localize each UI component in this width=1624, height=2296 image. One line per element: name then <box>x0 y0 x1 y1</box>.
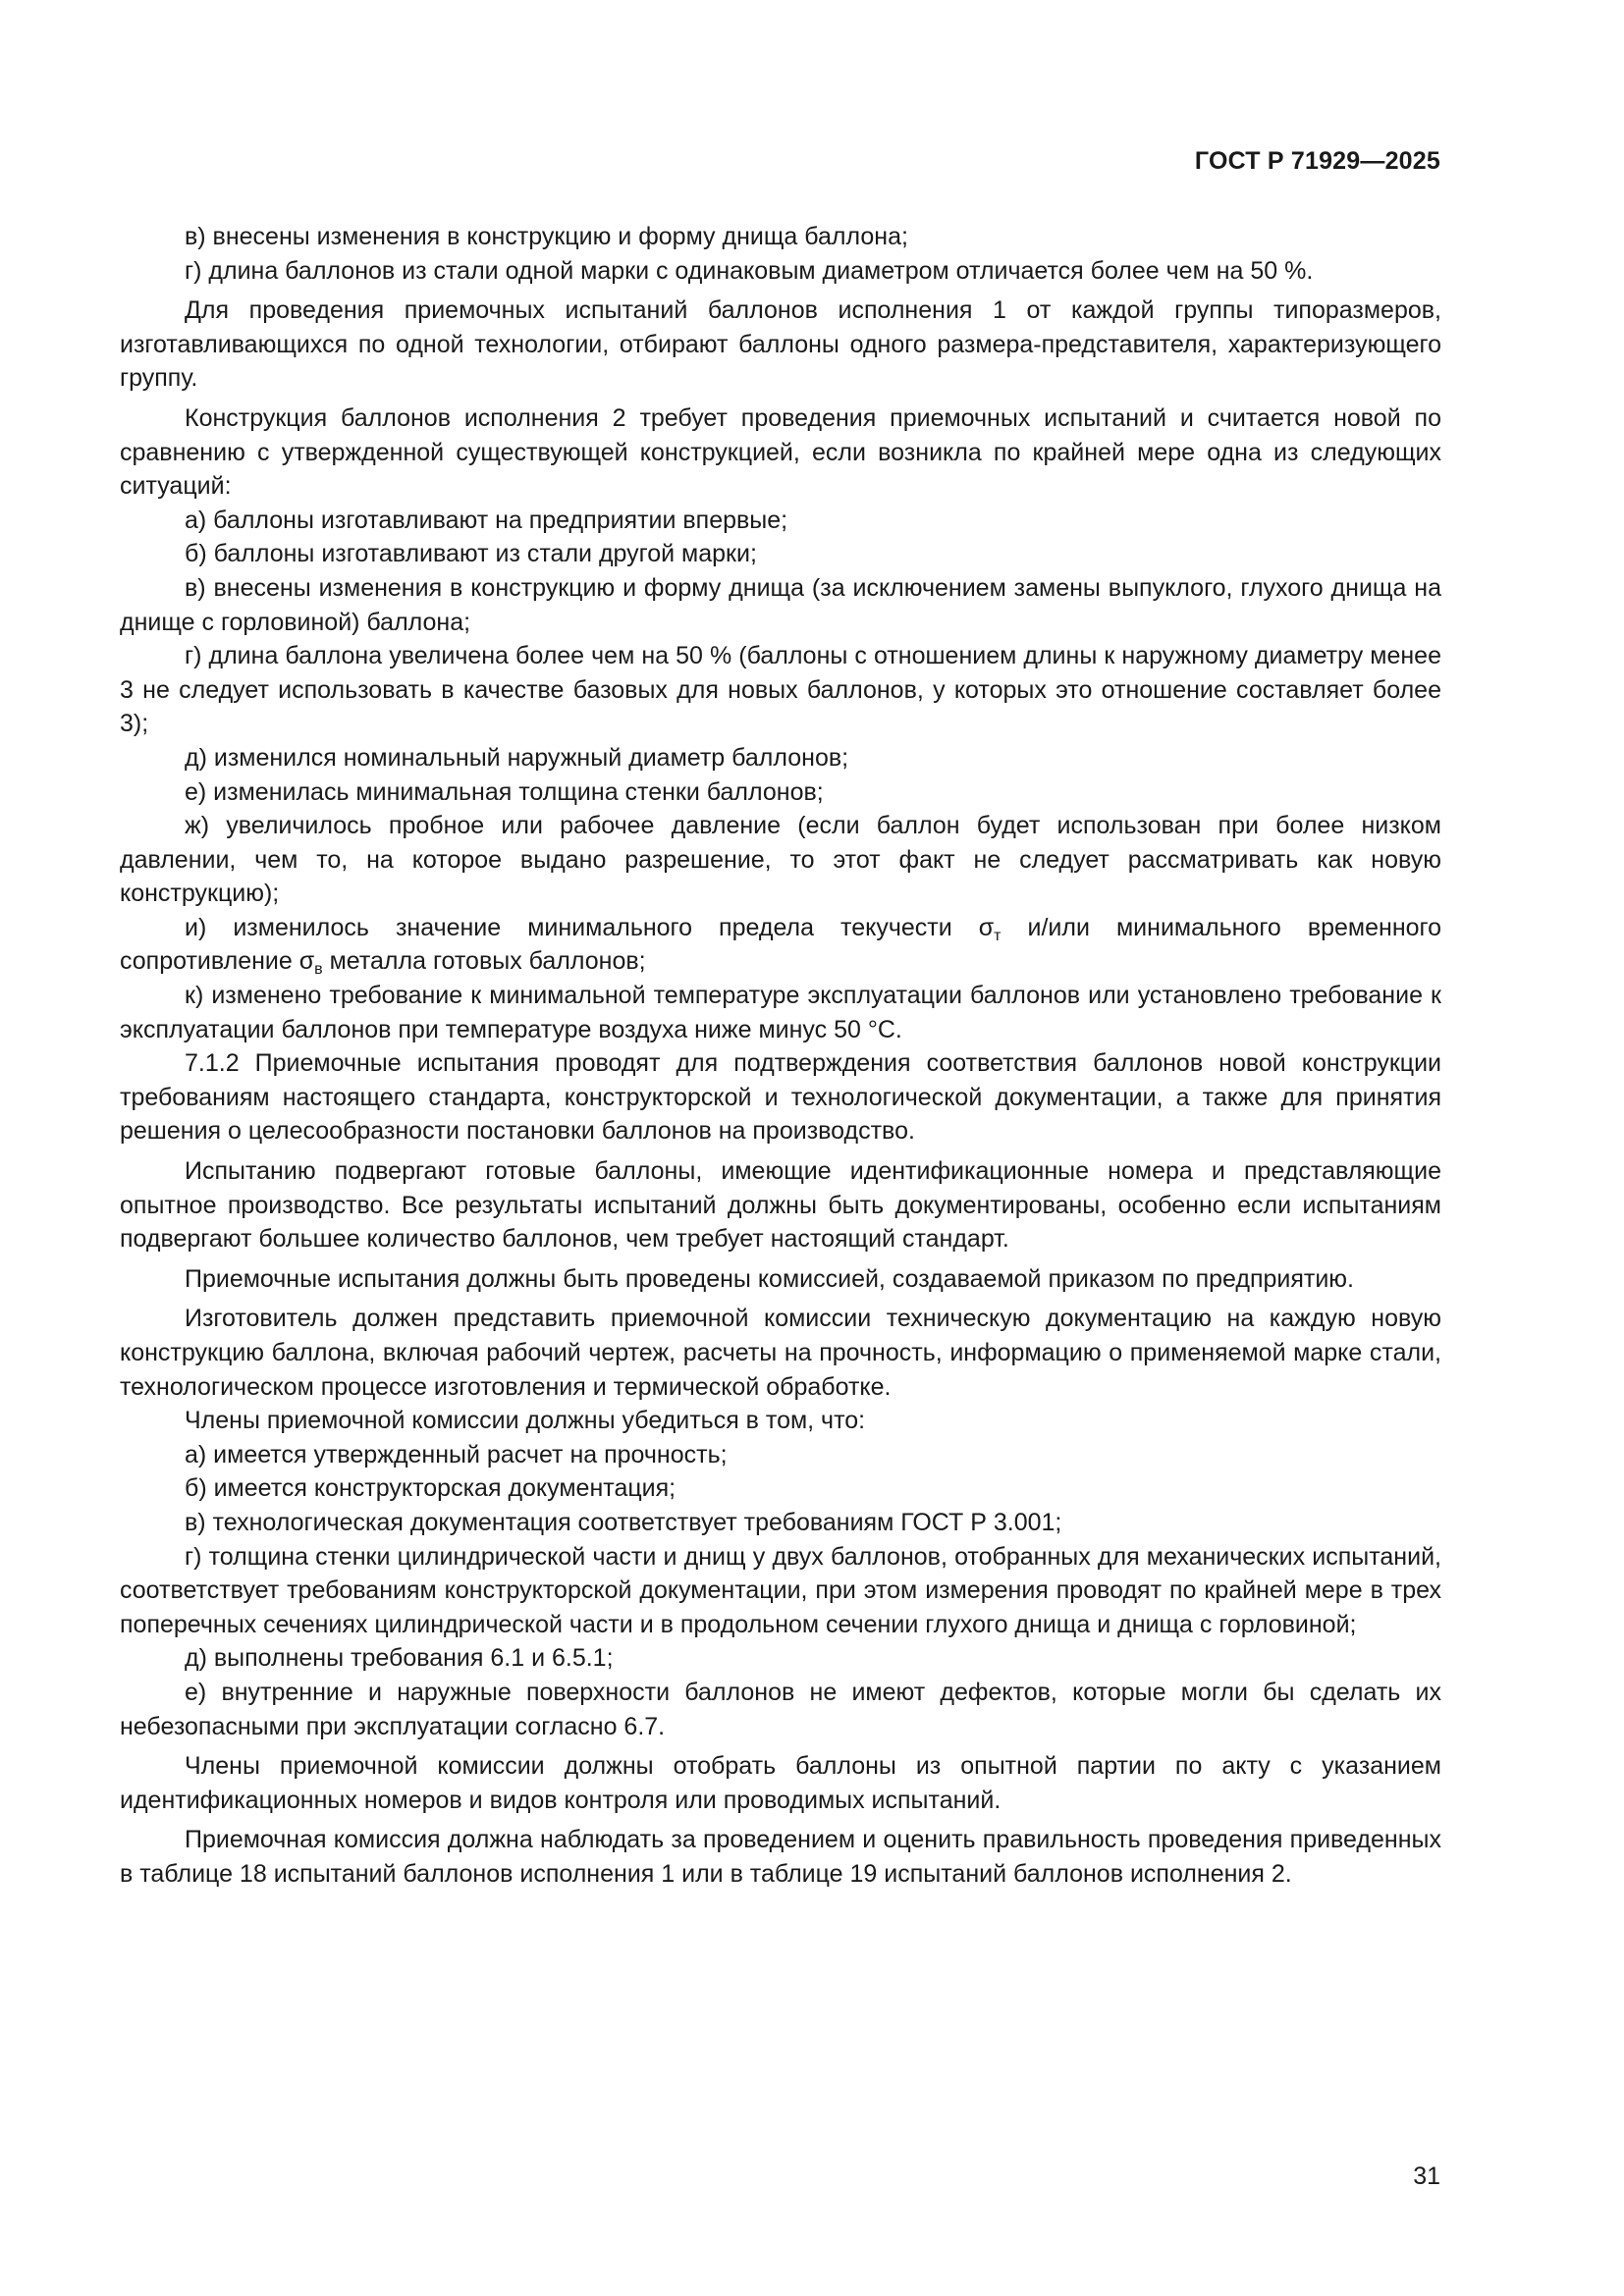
text-run: металла готовых баллонов; <box>322 947 646 976</box>
list-item: д) выполнены требования 6.1 и 6.5.1; <box>185 1644 614 1673</box>
list-item: ж) увеличилось пробное или рабочее давление (если баллон будет использован при более низком давлении, чем то, на которое выдано разрешение, то этот факт не следует рассматривать как новую конструкцию); <box>120 812 1441 908</box>
paragraph: Изготовитель должен представить приемочной комиссии техническую документацию на каждую новую конструкцию баллона, включая рабочий чертеж, расчеты на прочность, информацию о применяемой марке стали, технологическом процессе изготовления и термической обработке. <box>120 1305 1441 1401</box>
text-run: и/или минимального временного сопротивление σ <box>120 913 1441 976</box>
paragraph: Приемочная комиссия должна наблюдать за проведением и оценить правильность проведения приведенных в таблице 18 испытаний баллонов исполнения 1 или в таблице 19 испытаний баллонов исполнения 2. <box>120 1826 1441 1888</box>
list-item: а) имеется утвержденный расчет на прочность; <box>185 1440 728 1468</box>
list-item: в) внесены изменения в конструкцию и форму днища (за исключением замены выпуклого, глухого днища на днище с горловиной) баллона; <box>120 573 1441 636</box>
list-item-yield-strength <box>120 911 1441 979</box>
list-item: б) имеется конструкторская документация; <box>185 1474 677 1503</box>
list-item: б) баллоны изготавливают из стали другой марки; <box>185 540 757 568</box>
document-body <box>120 220 1441 1892</box>
paragraph: Приемочные испытания должны быть проведены комиссией, создаваемой приказом по предприятию. <box>185 1264 1355 1293</box>
paragraph: г) длина баллонов из стали одной марки с одинаковым диаметром отличается более чем на 50 %. <box>185 256 1314 285</box>
paragraph: Испытанию подвергают готовые баллоны, имеющие идентификационные номера и представляющие опытное производство. Все результаты испытаний должны быть документированы, особенно если испытаниям подвергают большее количество баллонов, чем требует настоящий стандарт. <box>120 1157 1441 1254</box>
list-item: к) изменено требование к минимальной температуре эксплуатации баллонов или установлено требование к эксплуатации баллонов при температуре воздуха ниже минус 50 °С. <box>120 982 1441 1043</box>
page-number: 31 <box>1413 2163 1440 2190</box>
paragraph: Конструкция баллонов исполнения 2 требует проведения приемочных испытаний и считается новой по сравнению с утвержденной существующей конструкцией, если возникла по крайней мере одна из следующих ситуаций: <box>120 403 1441 501</box>
subscript-v: в <box>314 961 323 979</box>
paragraph: Члены приемочной комиссии должны убедиться в том, что: <box>185 1407 866 1435</box>
paragraph-7-1-2: 7.1.2 Приемочные испытания проводят для подтверждения соответствия баллонов новой конструкции требованиям настоящего стандарта, конструкторской и технологической документации, а также для принятия решения о целесообразности постановки баллонов на производство. <box>120 1049 1441 1146</box>
list-item: в) технологическая документация соответствует требованиям ГОСТ Р 3.001; <box>185 1508 1062 1536</box>
list-item: е) внутренние и наружные поверхности баллонов не имеют дефектов, которые могли бы сделать их небезопасными при эксплуатации согласно 6.7. <box>120 1678 1441 1740</box>
subscript-t: т <box>994 927 1001 944</box>
list-item: а) баллоны изготавливают на предприятии впервые; <box>185 506 788 534</box>
paragraph: Члены приемочной комиссии должны отобрать баллоны из опытной партии по акту с указанием идентификационных номеров и видов контроля или проводимых испытаний. <box>120 1752 1441 1814</box>
list-item: е) изменилась минимальная толщина стенки баллонов; <box>185 777 824 806</box>
list-item: д) изменился номинальный наружный диаметр баллонов; <box>185 743 849 772</box>
paragraph: Для проведения приемочных испытаний баллонов исполнения 1 от каждой группы типоразмеров, изготавливающихся по одной технологии, отбирают баллоны одного размера-представителя, характеризующего группу. <box>120 296 1441 393</box>
list-item: г) длина баллона увеличена более чем на 50 % (баллоны с отношением длины к наружному диаметру менее 3 не следует использовать в качестве базовых для новых баллонов, у которых это отношение составляет более 3); <box>120 642 1441 738</box>
document-header: ГОСТ Р 71929—2025 <box>1194 147 1440 175</box>
list-item: г) толщина стенки цилиндрической части и днищ у двух баллонов, отобранных для механических испытаний, соответствует требованиям конструкторской документации, при этом измерения проводят по крайней мере в трех поперечных сечениях цилиндрической части и в продольном сечении глухого днища и днища с горловиной; <box>120 1542 1441 1638</box>
text-run: и) изменилось значение минимального предела текучести σ <box>185 913 995 941</box>
paragraph: в) внесены изменения в конструкцию и форму днища баллона; <box>185 223 908 250</box>
